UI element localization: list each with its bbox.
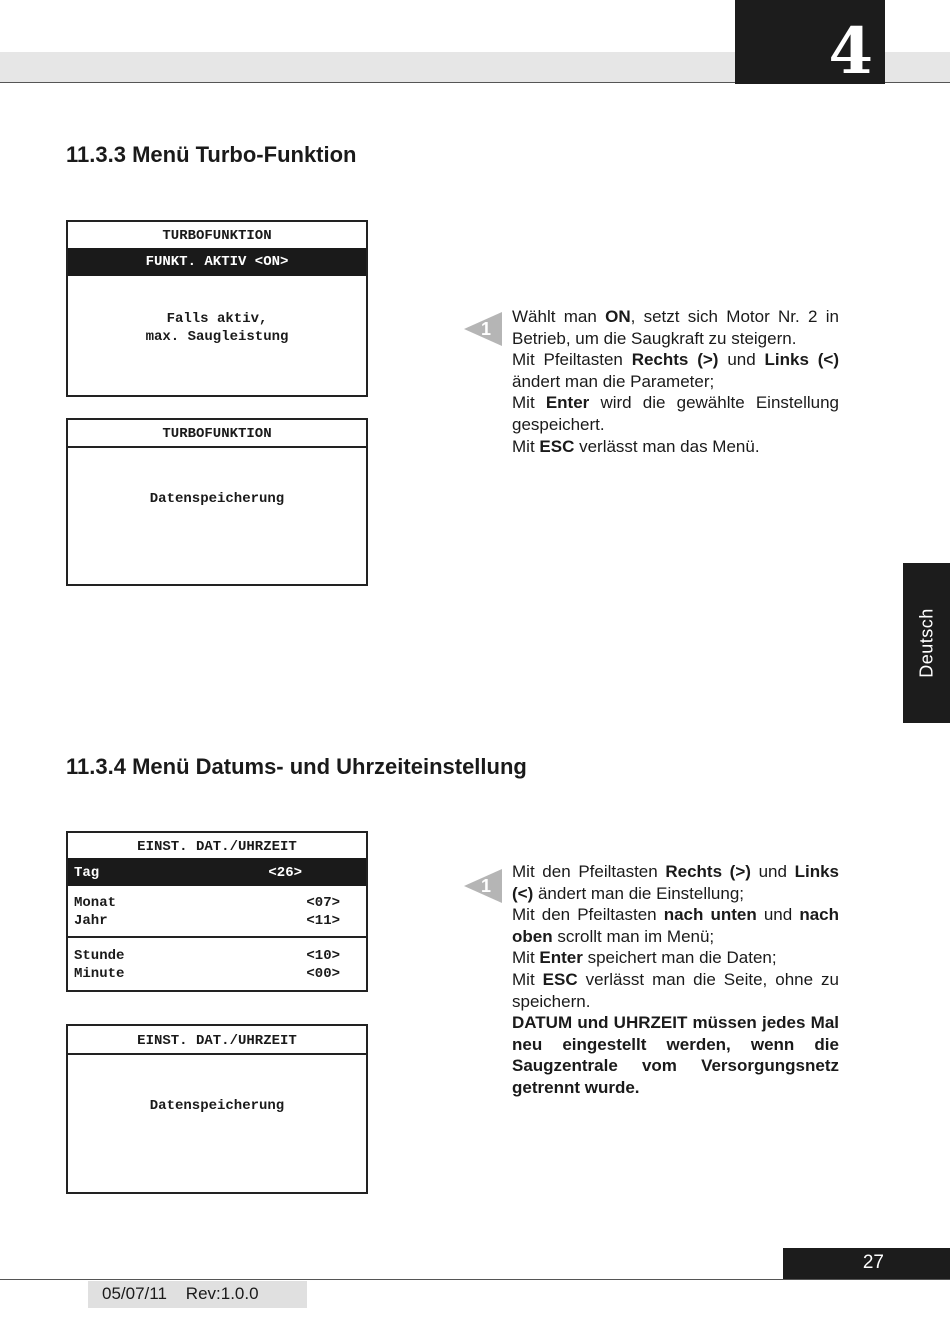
chapter-box (735, 0, 885, 89)
note-text: , setzt sich Motor Nr. 2 in Betrieb, um die Saugkraft zu steigern. (512, 307, 839, 348)
revision-text: 05/07/11 Rev:1.0.0 (102, 1284, 259, 1303)
lcd-row-label-minute: Minute (74, 966, 125, 982)
note-text-datetime (512, 861, 839, 1099)
note-paragraph (512, 969, 839, 1012)
note-paragraph (512, 436, 839, 458)
note-text: Mit (512, 969, 543, 989)
note-bold-text: Rechts (>) (631, 350, 719, 370)
lcd-selected-row (68, 858, 366, 886)
lcd-divider (68, 936, 366, 938)
note-bold-text: nach unten (663, 905, 757, 925)
note-bold-text: ESC (542, 969, 578, 989)
lcd-row-value-year: <11> (306, 913, 340, 929)
note-marker-1 (464, 312, 502, 346)
note-text: Mit (512, 948, 540, 968)
lcd-selected-text: FUNKT. AKTIV <ON> (145, 254, 289, 270)
note-bold-text: DATUM und UHRZEIT müssen jedes Mal neu eingestellt werden, wenn die Saugzentrale vom Versorgungsnetz getrennt wurde. (512, 1013, 839, 1097)
note-text: und (756, 905, 800, 925)
note-text-turbo (512, 306, 839, 457)
note-text: verlässt man das Menü. (574, 436, 760, 456)
note-number: 1 (481, 319, 492, 339)
note-text: Mit (512, 436, 540, 456)
note-text: speichert man die Daten; (582, 948, 777, 968)
footer-line (0, 1279, 950, 1280)
note-bold-text: Links (<) (512, 862, 839, 903)
lcd-divider (68, 1053, 366, 1055)
language-tab (903, 563, 950, 723)
note-text: Mit Pfeiltasten (512, 350, 632, 370)
note-text: ändert man die Einstellung; (533, 883, 744, 903)
lcd-message: Datenspeicherung (149, 1098, 285, 1114)
language-tab-label: Deutsch (916, 608, 936, 678)
lcd-screen-datetime-1 (66, 831, 368, 992)
lcd-row-label-month: Monat (74, 895, 117, 911)
note-paragraph (512, 349, 839, 392)
section-title-turbo: 11.3.3 Menü Turbo-Funktion (66, 142, 357, 167)
lcd-header: EINST. DAT./UHRZEIT (137, 839, 297, 855)
lcd-header: TURBOFUNKTION (162, 228, 272, 244)
lcd-header: TURBOFUNKTION (162, 426, 272, 442)
note-text: verlässt man die Seite, ohne zu speichern. (512, 969, 839, 1011)
note-bold-text: Rechts (>) (665, 862, 751, 881)
note-bold-text: nach oben (512, 905, 839, 946)
note-number: 1 (481, 876, 492, 896)
note-paragraph (512, 1012, 839, 1098)
note-marker-2 (464, 869, 502, 903)
lcd-message: Datenspeicherung (149, 491, 285, 507)
chapter-number: 4 (828, 14, 873, 89)
note-paragraph (512, 392, 839, 435)
lcd-screen-turbo-2 (66, 418, 368, 586)
note-text: Mit den Pfeiltasten (512, 905, 664, 925)
lcd-selected-row (68, 248, 366, 276)
note-bold-text: Enter (539, 948, 583, 968)
lcd-screen-turbo-1 (66, 220, 368, 397)
revision-box (88, 1281, 307, 1308)
note-bold-text: ESC (539, 436, 575, 456)
lcd-header: EINST. DAT./UHRZEIT (137, 1033, 297, 1049)
note-bold-text: Enter (545, 393, 590, 413)
lcd-row-value-minute: <00> (306, 966, 340, 982)
lcd-row-label-hour: Stunde (74, 948, 125, 964)
note-text: Mit (512, 393, 546, 413)
note-text: und (750, 862, 795, 881)
lcd-row-label-year: Jahr (74, 913, 108, 929)
section-title-datetime: 11.3.4 Menü Datums- und Uhrzeiteinstellung (66, 754, 527, 779)
lcd-line-1: Falls aktiv, (166, 311, 268, 327)
note-paragraph (512, 306, 839, 349)
note-text: scrollt man im Menü; (552, 926, 715, 946)
lcd-line-2: max. Saugleistung (145, 329, 289, 345)
note-text: ändert man die Parameter; (512, 371, 715, 391)
lcd-row-value-day: <26> (268, 865, 302, 881)
lcd-row-label-day: Tag (74, 865, 100, 881)
note-paragraph (512, 861, 839, 904)
note-text: und (718, 350, 765, 370)
note-bold-text: ON (605, 307, 631, 326)
note-text: wird die gewählte Einstellung gespeichert. (512, 393, 839, 434)
note-bold-text: Links (<) (764, 350, 839, 370)
note-paragraph (512, 947, 839, 969)
lcd-row-value-month: <07> (306, 895, 340, 911)
note-text: Mit den Pfeiltasten (512, 862, 666, 881)
page-number: 27 (862, 1252, 884, 1273)
lcd-divider (68, 446, 366, 448)
page-number-box (783, 1248, 950, 1279)
lcd-row-value-hour: <10> (306, 948, 340, 964)
note-paragraph (512, 904, 839, 947)
lcd-screen-datetime-2 (66, 1024, 368, 1194)
note-text: Wählt man (512, 307, 606, 326)
